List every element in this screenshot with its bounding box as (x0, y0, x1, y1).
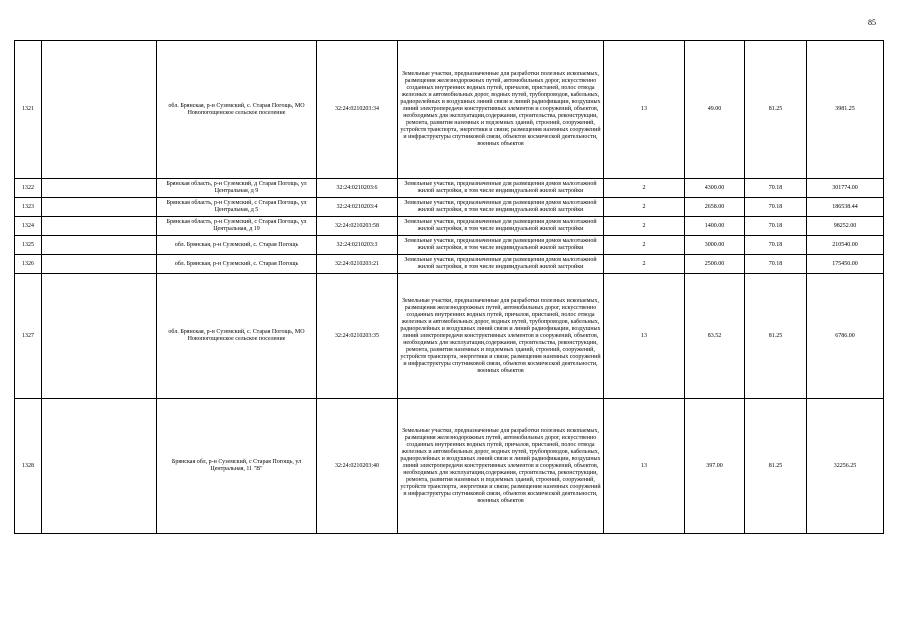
area-cell: 2658.00 (685, 198, 745, 217)
use-group-cell: 2 (604, 217, 685, 236)
use-group-cell: 13 (604, 41, 685, 179)
cadastral-number-cell: 32:24:0210203:3 (317, 236, 398, 255)
blank-cell (42, 41, 157, 179)
cadastral-number-cell: 32:24:0210203:58 (317, 217, 398, 236)
cadastral-value-cell: 32256.25 (807, 399, 884, 534)
land-use-cell: Земельные участки, предназначенные для разработки полезных ископаемых, размещения железнодорожных путей, автомобильных дорог, искусственно созданных внутренних водных путей, причалов, пристаней, полос отвода железных и автомобильных дорог, водных путей, трубопроводов, кабельных, радиорелейных и воздушных линий связи и линий радиофикации, воздушных линий электропередачи конструктивных элементов и сооружений, объектов, необходимых для эксплуатации,содержания, строительства, реконструкции, ремонта, развития наземных и подземных зданий, строений, сооружений, устройств транспорта, энергетики и связи; размещения наземных сооружений и инфраструктуры спутниковой связи, объектов космической деятельности, военных объектов (398, 274, 604, 399)
land-use-cell: Земельные участки, предназначенные для размещения домов малоэтажной жилой застройки, в том числе индивидуальной жилой застройки (398, 179, 604, 198)
area-cell: 1400.00 (685, 217, 745, 236)
land-use-cell: Земельные участки, предназначенные для размещения домов малоэтажной жилой застройки, в том числе индивидуальной жилой застройки (398, 236, 604, 255)
address-cell: обл. Брянская, р-н Суземский, с. Старая Погощь, МО Новопогощенское сельское поселение (157, 41, 317, 179)
rate-cell: 81.25 (745, 399, 807, 534)
address-cell: Брянская обл, р-н Суземский, с Старая Погощь, ул Центральная, 11 "В" (157, 399, 317, 534)
row-number-cell: 1321 (15, 41, 42, 179)
land-use-cell: Земельные участки, предназначенные для размещения домов малоэтажной жилой застройки, в том числе индивидуальной жилой застройки (398, 255, 604, 274)
table-row (15, 236, 884, 255)
row-number-cell: 1324 (15, 217, 42, 236)
area-cell: 2500.00 (685, 255, 745, 274)
table-row (15, 399, 884, 534)
row-number-cell: 1323 (15, 198, 42, 217)
table-row (15, 41, 884, 179)
blank-cell (42, 217, 157, 236)
table-row (15, 274, 884, 399)
cadastral-value-cell: 98252.00 (807, 217, 884, 236)
blank-cell (42, 236, 157, 255)
rate-cell: 70.18 (745, 255, 807, 274)
blank-cell (42, 179, 157, 198)
land-use-cell: Земельные участки, предназначенные для разработки полезных ископаемых, размещения железнодорожных путей, автомобильных дорог, искусственно созданных внутренних водных путей, причалов, пристаней, полос отвода железных и автомобильных дорог, водных путей, трубопроводов, кабельных, радиорелейных и воздушных линий связи и линий радиофикации, воздушных линий электропередачи конструктивных элементов и сооружений, объектов, необходимых для эксплуатации,содержания, строительства, реконструкции, ремонта, развития наземных и подземных зданий, строений, сооружений, устройств транспорта, энергетики и связи; размещения наземных сооружений и инфраструктуры спутниковой связи, объектов космической деятельности, военных объектов (398, 41, 604, 179)
cadastral-number-cell: 32:24:0210203:21 (317, 255, 398, 274)
row-number-cell: 1325 (15, 236, 42, 255)
use-group-cell: 2 (604, 198, 685, 217)
use-group-cell: 2 (604, 236, 685, 255)
blank-cell (42, 399, 157, 534)
address-cell: Брянская область, р-н Суземский, с Старая Погощь, ул Центральная, д 5 (157, 198, 317, 217)
row-number-cell: 1328 (15, 399, 42, 534)
rate-cell: 81.25 (745, 41, 807, 179)
cadastral-value-cell: 301774.00 (807, 179, 884, 198)
page-number: 85 (868, 18, 876, 27)
address-cell: обл. Брянская, р-н Суземский, с. Старая Погощь (157, 236, 317, 255)
area-cell: 4300.00 (685, 179, 745, 198)
cadastral-number-cell: 32:24:0210203:35 (317, 274, 398, 399)
table-row (15, 198, 884, 217)
land-registry-table (14, 40, 884, 534)
row-number-cell: 1322 (15, 179, 42, 198)
rate-cell: 70.18 (745, 217, 807, 236)
row-number-cell: 1327 (15, 274, 42, 399)
row-number-cell: 1326 (15, 255, 42, 274)
rate-cell: 70.18 (745, 179, 807, 198)
area-cell: 3000.00 (685, 236, 745, 255)
cadastral-number-cell: 32:24:0210203:6 (317, 179, 398, 198)
address-cell: Брянская область, р-н Суземский, д Старая Погощь, ул Центральная, д 9 (157, 179, 317, 198)
blank-cell (42, 255, 157, 274)
area-cell: 397.00 (685, 399, 745, 534)
cadastral-value-cell: 210540.00 (807, 236, 884, 255)
rate-cell: 81.25 (745, 274, 807, 399)
cadastral-number-cell: 32:24:0210203:40 (317, 399, 398, 534)
blank-cell (42, 198, 157, 217)
blank-cell (42, 274, 157, 399)
address-cell: обл. Брянская, р-н Суземский, с. Старая Погощь, МО Новопогощенское сельское поселение (157, 274, 317, 399)
use-group-cell: 2 (604, 255, 685, 274)
table-row (15, 217, 884, 236)
area-cell: 49.00 (685, 41, 745, 179)
land-use-cell: Земельные участки, предназначенные для размещения домов малоэтажной жилой застройки, в том числе индивидуальной жилой застройки (398, 217, 604, 236)
address-cell: Брянская область, р-н Суземский, с Старая Погощь, ул Центральная, д 19 (157, 217, 317, 236)
land-use-cell: Земельные участки, предназначенные для размещения домов малоэтажной жилой застройки, в том числе индивидуальной жилой застройки (398, 198, 604, 217)
cadastral-number-cell: 32:24:0210203:4 (317, 198, 398, 217)
area-cell: 83.52 (685, 274, 745, 399)
cadastral-number-cell: 32:24:0210203:34 (317, 41, 398, 179)
cadastral-value-cell: 3981.25 (807, 41, 884, 179)
rate-cell: 70.18 (745, 236, 807, 255)
use-group-cell: 13 (604, 274, 685, 399)
table-row (15, 255, 884, 274)
use-group-cell: 13 (604, 399, 685, 534)
cadastral-value-cell: 186538.44 (807, 198, 884, 217)
table-row (15, 179, 884, 198)
use-group-cell: 2 (604, 179, 685, 198)
table-body (15, 41, 884, 534)
land-use-cell: Земельные участки, предназначенные для разработки полезных ископаемых, размещения железнодорожных путей, автомобильных дорог, искусственно созданных внутренних водных путей, причалов, пристаней, полос отвода железных и автомобильных дорог, водных путей, трубопроводов, кабельных, радиорелейных и воздушных линий связи и линий радиофикации, воздушных линий электропередачи конструктивных элементов и сооружений, объектов, необходимых для эксплуатации,содержания, строительства, реконструкции, ремонта, развития наземных и подземных зданий, строений, сооружений, устройств транспорта, энергетики и связи; размещения наземных сооружений и инфраструктуры спутниковой связи, объектов космической деятельности, военных объектов (398, 399, 604, 534)
rate-cell: 70.18 (745, 198, 807, 217)
cadastral-value-cell: 175450.00 (807, 255, 884, 274)
address-cell: обл. Брянская, р-н Суземский, с. Старая Погощь (157, 255, 317, 274)
cadastral-value-cell: 6786.00 (807, 274, 884, 399)
